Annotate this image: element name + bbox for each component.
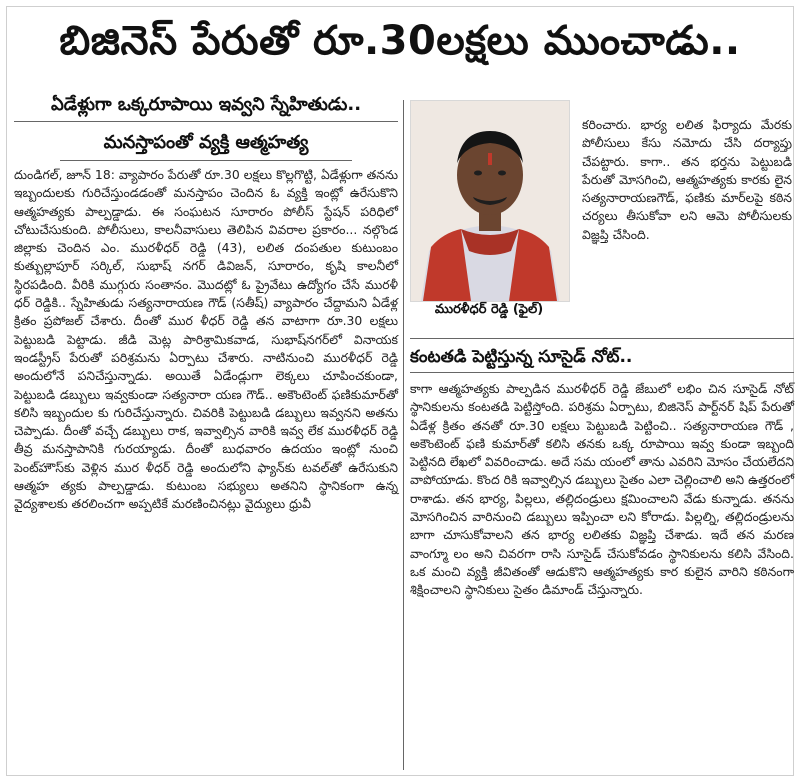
right-section-divider [410,338,794,339]
right-bottom-text: కాగా ఆత్మహత్యకు పాల్పడిన మురళీధర్ రెడ్డి జేబులో లభిం చిన సూసైడ్ నోట్ స్థానికులను కంటతడి పెట్టిస్తోంది. పరిశ్రమ ఏర్పాటు, బిజినెస్ పార్ట్‌నర్ షిప్ పేరుతో ఏడేళ్ల క్రితం తనతో రూ.30 లక్షలు పెట్టుబడి పెట్టించి.. సత్యనారాయణ గౌడ్ , అకౌంటెంట్ ఫణి కుమార్‌తో కలిసి తనకు ఒక్క రూపాయి ఇవ్వ కుండా ఇబ్బంది పెట్టినది లేఖలో వివరించాడు. అదే సమ యంలో తాను ఎవరిని మోసం చేయలేదని వాపోయాడు. కొంద రికి ఇవ్వాల్సిన డబ్బులు సైతం ఎలా చెల్లించాలి అని ఉత్తరంలో రాశాడు. తన భార్య, పిల్లలు, తల్లిదండ్రులు క్షమించాలని వేడు కున్నాడు. తనను మోసగించిన వారినుంచి డబ్బులు ఇప్పించా లని కోరాడు. పిల్లల్ని, తల్లిదండ్రులను బాగా చూసుకోవాలని తన భార్య లలితకు విజ్ఞప్తి చేశాడు. ఇదే తన మరణ వాంగ్మూ లం అని చివరగా రాసి సూసైడ్ చేసుకోవడం స్థానికులను కలిసి వేసింది. ఒక మంచి వ్యక్తి జీవితంతో ఆడుకొని ఆత్మహత్యకు కార కులైన వారిని కఠినంగా శిక్షించాలని స్థానికులు సైతం డిమాండ్ చేస్తున్నారు. [410,381,794,598]
portrait-photo [410,100,570,302]
right-top-text: కరించారు. భార్య లలిత ఫిర్యాదు మేరకు పోలీసులు కేసు నమోదు చేసి దర్యాప్తు చేపట్టారు. కాగా.. తన భర్తను పెట్టుబడి పేరుతో మోసగించి, ఆత్మహత్యకు కారకు లైన సత్యనారాయణగౌడ్, ఫణికు మార్‌లపై కఠిన చర్యలు తీసుకోవా లని ఆమె పోలీసులకు విజ్ఞప్తి చేసింది. [582,117,792,242]
portrait-illustration [411,101,569,301]
subhead-divider [14,121,398,122]
tilak-mark [488,153,492,165]
right-subhead-underline [410,372,794,373]
right-subheadline: కంటతడి పెట్టిస్తున్న సూసైడ్ నోట్.. [410,347,633,367]
headline: బిజినెస్ పేరుతో రూ.30లక్షలు ముంచాడు.. [59,18,741,64]
subhead-underline [60,160,352,161]
photo-caption: మురళీధర్ రెడ్డి (ఫైల్) [434,302,544,317]
left-column-text: దుండిగల్, జూన్ 18: వ్యాపారం పేరుతో రూ.30 లక్షలు కొల్లగొట్టి, ఏడేళ్లుగా తనను ఇబ్బందులకు గురిచేస్తుండడంతో మనస్తాపం చెందిన ఓ వ్యక్తి ఇంట్లో ఉరేసుకొని ఆత్మహత్యకు పాల్పడ్డాడు. ఈ సంఘటన సూరారం పోలీస్ స్టేషన్ పరిధిలో చోటుచేసుకుంది. పోలీసులు, కాలనీవాసులు తెలిపిన వివరాల ప్రకారం... నల్గొండ జిల్లాకు చెందిన ఎం. మురళీధర్ రెడ్డి (43), లలిత దంపతుల కుటుంబం కుత్బుల్లాపూర్ సర్కిల్, సుభాష్ నగర్ డివిజన్, సూరారం, కృషి కాలనీలో స్థిరపడింది. వీరికి ముగ్గురు సంతానం. మొదట్లో ఓ ప్రైవేటు ఉద్యోగం చేసే మురళీ ధర్ రెడ్డికి.. స్నేహితుడు సత్యనారాయణ గౌడ్ (సతీష్) వ్యాపారం చేద్దామని ఏడేళ్ల క్రితం ప్రపోజల్ చేశారు. దీంతో ముర ళీధర్ రెడ్డి తన వాటాగా రూ.30 లక్షలు పెట్టుబడి పెట్టాడు. జీడి మెట్ల పారిశ్రామికవాడ, సుభాష్‌నగర్‌లో వినాయక ఇండస్ట్రీస్ పేరుతో పరిశ్రమను ఏర్పాటు చేశారు. నాటినుంచి మురళీధర్ రెడ్డి అందులోనే పనిచేస్తున్నాడు. అయితే ఏడేండ్లుగా లెక్కలు చూపించకుండా, పెట్టుబడి డబ్బులు ఇవ్వకుండా సత్యనారా యణ గౌడ్.. అకౌంటెంట్ ఫణికుమార్‌తో కలిసి ఇబ్బందుల కు గురిచేస్తున్నారు. చివరికి పెట్టుబడి డబ్బులు ఇవ్వనని అతను చెప్పాడు. దీంతో వచ్చే డబ్బులు రాక, ఇవ్వాల్సిన వారికి ఇవ్వ లేక మురళీధర్ రెడ్డి తీవ్ర మనస్తాపానికి గురయ్యాడు. దీంతో బుధవారం ఉదయం ఇంట్లో నుంచి పెంట్‌హౌస్‌కు వెళ్లిన ముర ళీధర్ రెడ్డి అందులోని ఫ్యాన్‌కు టవల్‌తో ఉరేసుకుని ఆత్మహ త్యకు పాల్పడ్డాడు. కుటుంబ సభ్యులు అతనిని స్థానికంగా ఉన్న వైద్యశాలకు తరలించగా అప్పటికే మరణించినట్లు వైద్యులు ధ్రువీ [14,167,398,512]
column-divider [403,100,404,770]
subheadline-2: మనస్తాపంతో వ్యక్తి ఆత్మహత్య [103,132,309,153]
subheadline-1: ఏడేళ్లుగా ఒక్కరూపాయి ఇవ్వని స్నేహితుడు.. [50,94,362,115]
